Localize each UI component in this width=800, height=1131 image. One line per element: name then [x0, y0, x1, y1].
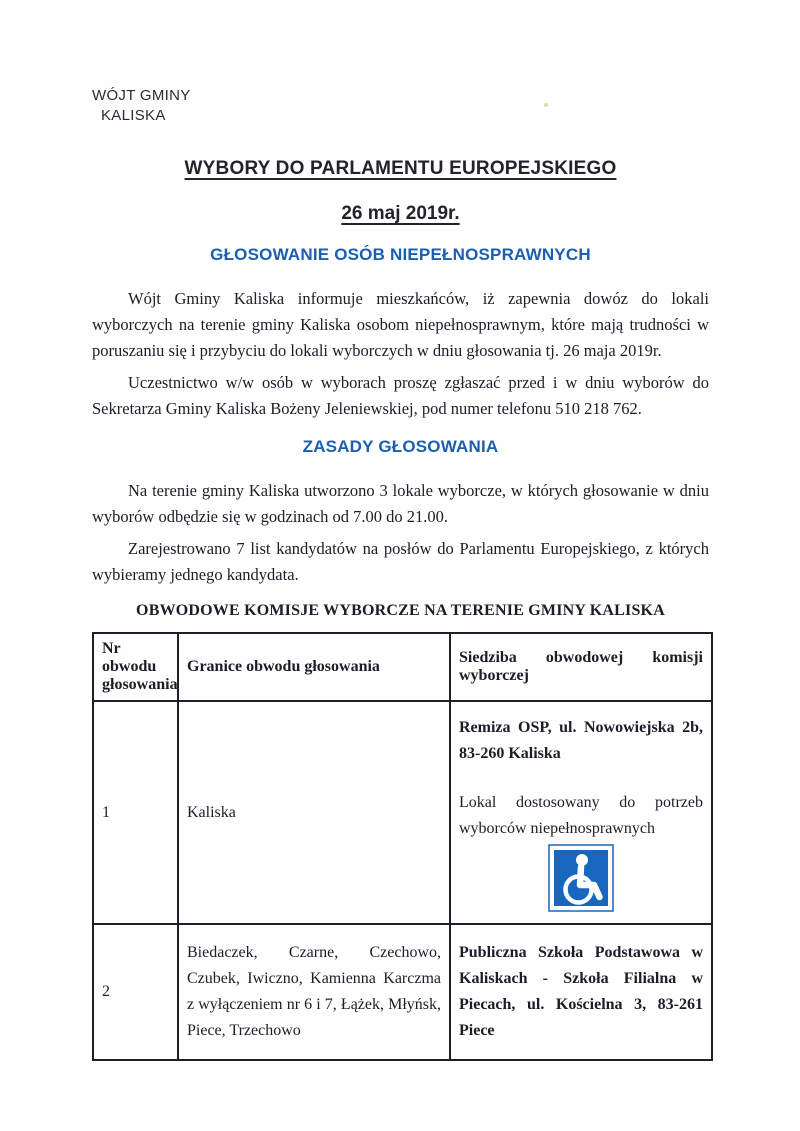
table-header-row — [93, 633, 712, 701]
document-title-text: WYBORY DO PARLAMENTU EUROPEJSKIEGO — [184, 158, 617, 179]
table-row-district-2 — [93, 924, 712, 1060]
paragraph-polling-stations: Na terenie gminy Kaliska utworzono 3 lokale wyborcze, w których głosowanie w dniu wyborów odbędzie się w godzinach od 7.00 do 21.00. — [92, 481, 709, 526]
document-content — [92, 0, 709, 1061]
district-1-seat-cell — [450, 701, 712, 924]
paragraph-transport-info: Wójt Gminy Kaliska informuje mieszkańców, iż zapewnia dowóz do lokali wyborczych na terenie gminy Kaliska osobom niepełnosprawnym, które mają trudności w poruszaniu się i przybyciu do lokali wyborczych w dniu głosowania tj. 26 maja 2019r. — [92, 289, 709, 360]
district-2-seat-cell — [450, 924, 712, 1060]
section-heading-voting-rules: ZASADY GŁOSOWANIA — [302, 437, 499, 456]
sender-name: WÓJT GMINY — [92, 87, 191, 104]
document-title — [92, 158, 709, 180]
header-district-boundaries: Granice obwodu głosowania — [178, 633, 450, 701]
wheelchair-icon — [548, 844, 614, 912]
paragraph-candidate-lists: Zarejestrowano 7 list kandydatów na posłów do Parlamentu Europejskiego, z których wybieramy jednego kandydata. — [92, 539, 709, 584]
sender-block — [92, 86, 709, 126]
district-2-boundaries-text: Biedaczek, Czarne, Czechowo, Czubek, Iwiczno, Kamienna Karczma z wyłączeniem nr 6 i 7, Łążek, Młyńsk, Piece, Trzechowo — [187, 944, 441, 1039]
section-heading-disabled-voting: GŁOSOWANIE OSÓB NIEPEŁNOSPRAWNYCH — [210, 245, 591, 264]
table-row-district-1 — [93, 701, 712, 924]
election-date-heading — [92, 203, 709, 225]
header-district-number: Nr obwodu głosowania — [93, 633, 178, 701]
accessibility-sign-container — [459, 844, 703, 917]
sender-municipality: KALISKA — [101, 107, 166, 124]
table-title: OBWODOWE KOMISJE WYBORCZE NA TERENIE GMINY KALISKA — [136, 602, 665, 619]
district-2-boundaries — [178, 924, 450, 1060]
election-date-text: 26 maj 2019r. — [341, 203, 460, 224]
district-2-seat-address: Publiczna Szkoła Podstawowa w Kaliskach - Szkoła Filialna w Piecach, ul. Kościelna 3, 83-261 Piece — [459, 944, 703, 1039]
district-1-number: 1 — [93, 701, 178, 924]
header-commission-seat: Siedziba obwodowej komisji wyborczej — [450, 633, 712, 701]
polling-districts-table — [92, 632, 713, 1061]
paragraph-contact-info: Uczestnictwo w/w osób w wyborach proszę zgłaszać przed i w dniu wyborów do Sekretarza Gminy Kaliska Bożeny Jeleniewskiej, pod numer telefonu 510 218 762. — [92, 373, 709, 418]
district-2-number: 2 — [93, 924, 178, 1060]
district-1-accessibility-note: Lokal dostosowany do potrzeb wyborców niepełnosprawnych — [459, 794, 703, 837]
district-1-boundaries: Kaliska — [178, 701, 450, 924]
district-1-seat-address: Remiza OSP, ul. Nowowiejska 2b, 83-260 Kaliska — [459, 719, 703, 762]
